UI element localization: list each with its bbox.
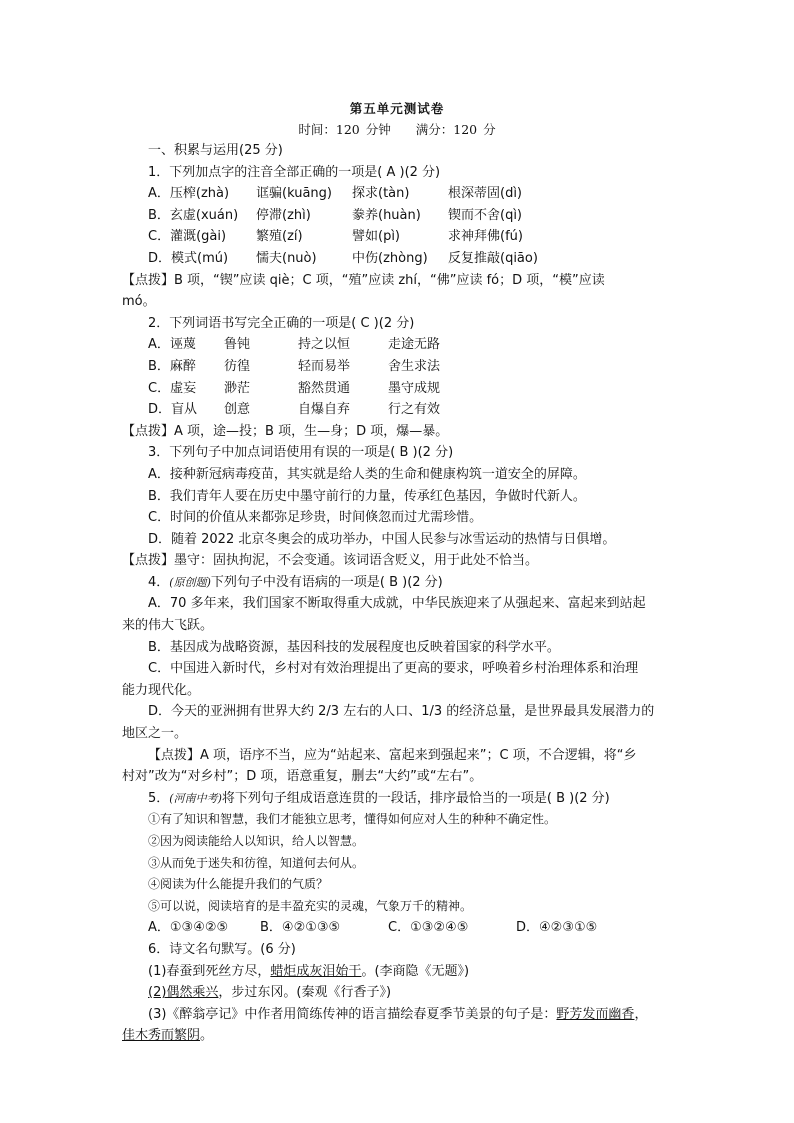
option-item: B．玄虚(xuán) — [148, 207, 239, 223]
option-item: B．④②①③⑤ — [260, 920, 341, 936]
option-item: A．诬蔑 — [148, 337, 196, 353]
option-item: 诓骗(kuāng) — [256, 186, 332, 202]
q4-stem — [148, 572, 678, 594]
question-number: 5． — [148, 790, 170, 806]
q1-option-a — [148, 183, 678, 205]
q4-option-c: C．中国进入新时代，乡村对有效治理提出了更高的要求，呼唤着乡村治理体系和治理 — [148, 661, 639, 677]
q1-option-b — [148, 205, 678, 227]
option-item: 轻而易举 — [298, 358, 351, 374]
option-item: C．虚妄 — [148, 380, 197, 396]
poem-text: 。 — [200, 1028, 214, 1044]
source-note: (河南中考) — [169, 791, 222, 805]
answer-underlined: 佳木秀而繁阴 — [122, 1028, 201, 1044]
option-item: 创意 — [224, 402, 251, 418]
q4-tip-cont: 村对”改为“对乡村”；D 项，语意重复，删去“大约”或“左右”。 — [122, 769, 483, 785]
exam-meta: 时间：120 分钟 满分：120 分 — [298, 122, 496, 137]
q6-line-3 — [148, 1004, 678, 1026]
q5-stem — [148, 788, 678, 810]
q4-option-d: D．今天的亚洲拥有世界大约 2/3 左右的人口、1/3 的经济总量，是世界最具发展潜力的 — [148, 704, 655, 720]
poem-text: ， — [634, 1006, 648, 1022]
option-item: 繁殖(zí) — [256, 229, 303, 245]
q4-option-b: B．基因成为战略资源，基因科技的发展程度也反映着国家的科学水平。 — [148, 639, 560, 655]
q3-option-c: C．时间的价值从来都弥足珍贵，时间倏忽而过尤需珍惜。 — [148, 510, 483, 526]
q1-stem: 1．下列加点字的注音全部正确的一项是( A )(2 分) — [148, 164, 441, 180]
question-number: 4． — [148, 574, 170, 590]
option-item: 探求(tàn) — [352, 186, 410, 202]
q3-stem: 3．下列句子中加点词语使用有误的一项是( B )(2 分) — [148, 445, 454, 461]
q2-option-b — [148, 356, 678, 378]
q6-line-3-cont — [122, 1025, 678, 1047]
q2-option-a — [148, 334, 678, 356]
section-heading: 一、积累与运用(25 分) — [148, 143, 283, 158]
option-item: 求神拜佛(fú) — [448, 229, 523, 245]
option-item: 反复推敲(qiāo) — [448, 250, 538, 266]
question-text: 将下列句子组成语意连贯的一段话，排序最恰当的一项是( B )(2 分) — [221, 790, 610, 806]
q3-option-b: B．我们青年人要在历史中墨守前行的力量，传承红色基因，争做时代新人。 — [148, 488, 586, 504]
option-item: 锲而不舍(qì) — [448, 207, 523, 223]
poem-text: ，步过东冈。(秦观《行香子》) — [218, 985, 392, 1001]
option-item: D．盲从 — [148, 402, 198, 418]
q2-stem: 2．下列词语书写完全正确的一项是( C )(2 分) — [148, 315, 415, 331]
answer-underlined: 野芳发而幽香 — [556, 1006, 635, 1022]
q4-option-a: A．70 多年来，我们国家不断取得重大成就，中华民族迎来了从强起来、富起来到站起 — [148, 596, 646, 612]
q3-tip: 【点拨】墨守：固执拘泥，不会变通。该词语含贬义，用于此处不恰当。 — [122, 553, 539, 569]
option-item: 渺茫 — [224, 380, 251, 396]
q5-sentence-2: ②因为阅读能给人以知识，给人以智慧。 — [148, 834, 365, 848]
option-item: C．灌溉(gài) — [148, 229, 227, 245]
option-item: 豢养(huàn) — [352, 207, 421, 223]
q5-sentence-1: ①有了知识和智慧，我们才能独立思考，懂得如何应对人生的种种不确定性。 — [148, 812, 557, 827]
option-item: B．麻醉 — [148, 358, 196, 374]
option-item: 根深蒂固(dì) — [448, 186, 523, 202]
option-item: 停滞(zhì) — [256, 207, 311, 223]
answer-underlined: (2)偶然乘兴 — [148, 985, 219, 1001]
q1-option-c — [148, 226, 678, 248]
q5-sentence-4: ④阅读为什么能提升我们的气质？ — [148, 877, 329, 892]
option-item: D．模式(mú) — [148, 250, 229, 266]
q3-option-d: D．随着 2022 北京冬奥会的成功举办，中国人民参与冰雪运动的热情与日俱增。 — [148, 531, 616, 547]
q3-option-a: A．接种新冠病毒疫苗，其实就是给人类的生命和健康构筑一道安全的屏障。 — [148, 466, 586, 482]
option-item: D．④②③①⑤ — [516, 920, 598, 936]
option-item: 自爆自弃 — [298, 402, 351, 418]
q5-answers — [148, 917, 678, 939]
option-item: A．①③④②⑤ — [148, 920, 229, 936]
q4-option-a-cont: 来的伟大飞跃。 — [122, 618, 214, 634]
q1-tip: 【点拨】B 项，“锲”应读 qiè；C 项，“殖”应读 zhí，“佛”应读 fó；D 项，“模”应读 — [122, 272, 605, 288]
source-note: (原创题) — [169, 575, 211, 589]
option-item: 豁然贯通 — [298, 380, 351, 396]
option-item: 行之有效 — [388, 402, 441, 418]
poem-text: (3)《醉翁亭记》中作者用简练传神的语言描绘春夏季节美景的句子是： — [148, 1006, 557, 1022]
poem-text: (1)春蚕到死丝方尽， — [148, 963, 271, 979]
q6-line-2 — [148, 982, 678, 1004]
option-item: A．压榨(zhà) — [148, 186, 230, 202]
exam-body — [122, 140, 678, 1047]
option-item: 走途无路 — [388, 337, 441, 353]
option-item: 舍生求法 — [388, 358, 441, 374]
q5-sentence-3: ③从而免于迷失和彷徨，知道何去何从。 — [148, 855, 365, 870]
option-item: 彷徨 — [224, 358, 251, 374]
q4-option-d-cont: 地区之一。 — [122, 726, 188, 742]
q2-option-c — [148, 378, 678, 400]
option-item: C．①③②④⑤ — [388, 920, 469, 936]
q1-option-d — [148, 248, 678, 270]
answer-underlined: 蜡炬成灰泪始干 — [270, 963, 362, 979]
q5-sentence-5: ⑤可以说，阅读培育的是丰盈充实的灵魂，气象万千的精神。 — [148, 898, 473, 913]
q6-line-1 — [148, 961, 678, 983]
option-item: 中伤(zhòng) — [352, 250, 428, 266]
q2-tip: 【点拨】A 项，途—投；B 项，生—身；D 项，爆—暴。 — [122, 423, 449, 439]
q4-tip: 【点拨】A 项，语序不当，应为“站起来、富起来到强起来”；C 项，不合逻辑，将“乡 — [148, 747, 637, 763]
q1-tip-cont: mó。 — [122, 294, 156, 310]
exam-title: 第五单元测试卷 — [349, 101, 445, 116]
option-item: 持之以恒 — [298, 337, 351, 353]
option-item: 墨守成规 — [388, 380, 441, 396]
option-item: 鲁钝 — [224, 337, 251, 353]
question-text: 下列句子中没有语病的一项是( B )(2 分) — [210, 574, 443, 590]
q4-option-c-cont: 能力现代化。 — [122, 682, 201, 698]
option-item: 譬如(pì) — [352, 229, 401, 245]
option-item: 懦夫(nuò) — [256, 250, 317, 266]
poem-text: 。(李商隐《无题》) — [361, 963, 470, 979]
q6-stem: 6．诗文名句默写。(6 分) — [148, 941, 296, 957]
q2-option-d — [148, 399, 678, 421]
